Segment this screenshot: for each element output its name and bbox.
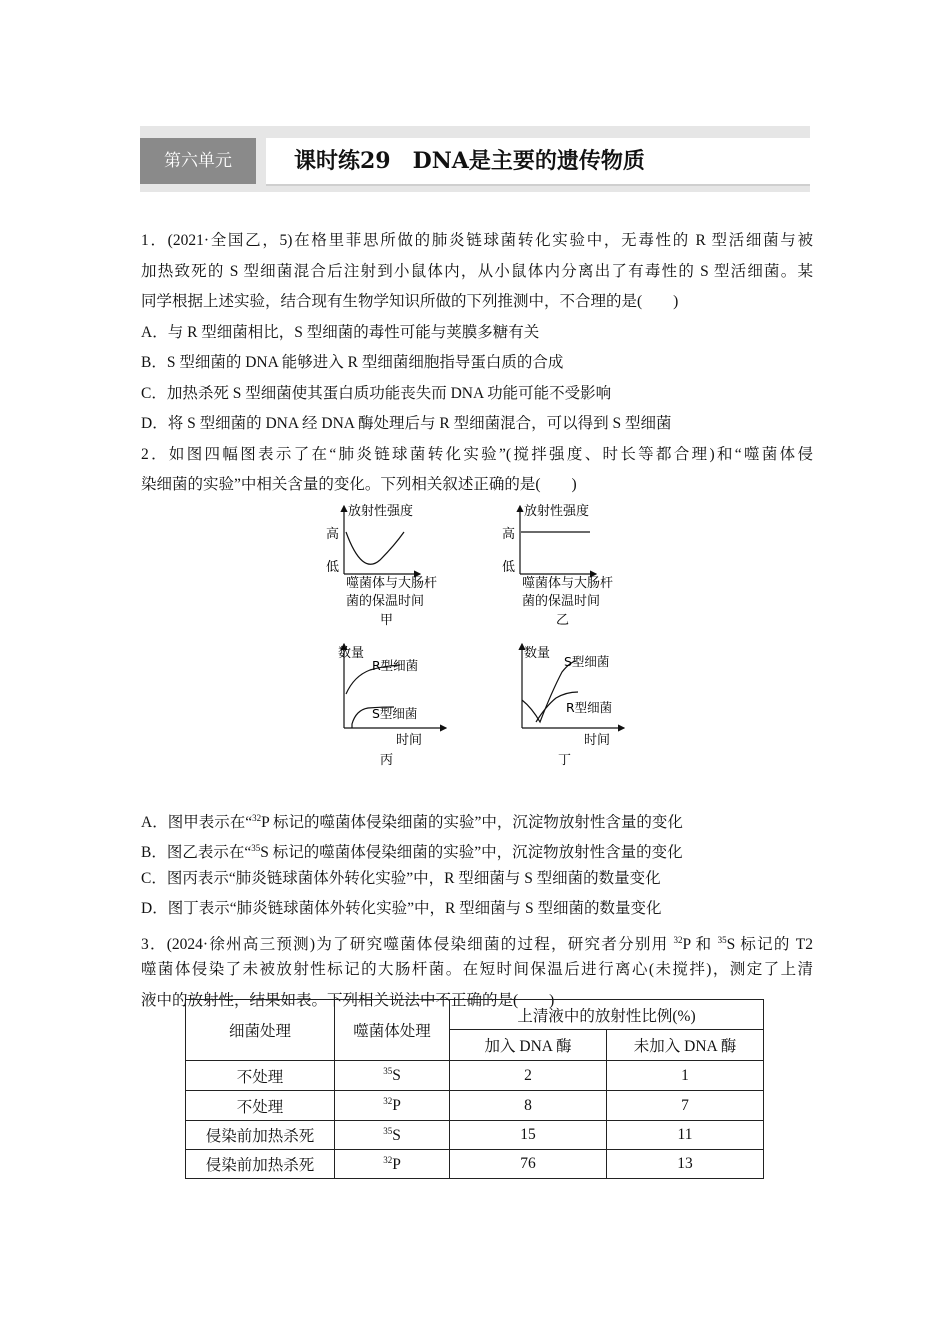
cell-phage: $^{32}$P xyxy=(335,1150,450,1179)
high-label: 高 xyxy=(326,527,340,542)
table-row xyxy=(186,1150,764,1179)
cell-with-dnase: 2 xyxy=(450,1061,607,1091)
cell-without-dnase: 11 xyxy=(607,1121,764,1150)
figure-yi xyxy=(502,503,613,628)
header-bacteria-treatment: 细菌处理 xyxy=(186,1000,335,1061)
x-axis-label-line1: 噬菌体与大肠杆 xyxy=(522,576,614,591)
table-row xyxy=(186,1061,764,1091)
figure-name: 丁 xyxy=(558,753,572,768)
title-box xyxy=(266,138,810,186)
table-row xyxy=(186,1091,764,1121)
cell-without-dnase: 7 xyxy=(607,1091,764,1121)
q3-line: 液中的放射性，结果如表。下列相关说法中不正确的是( ) xyxy=(141,991,555,1009)
q1-line: 同学根据上述实验，结合现有生物学知识所做的下列推测中，不合理的是( ) xyxy=(141,293,679,310)
q2-line: 染细菌的实验”中相关含量的变化。下列相关叙述正确的是( ) xyxy=(141,476,577,493)
q1-line: 1．(2021·全国乙，5)在格里菲思所做的肺炎链球菌转化实验中，无毒性的 R 型活细菌与被 xyxy=(141,232,813,249)
lesson-header xyxy=(140,126,810,192)
figure-name: 丙 xyxy=(380,753,394,768)
header-without-dnase: 未加入 DNA 酶 xyxy=(607,1030,764,1061)
x-axis-label: 时间 xyxy=(396,733,423,748)
y-axis-label: 放射性强度 xyxy=(524,504,590,519)
x-axis-label: 时间 xyxy=(584,733,611,748)
q2-option-c: C．图丙表示“肺炎链球菌体外转化实验”中，R 型细菌与 S 型细菌的数量变化 xyxy=(141,869,661,887)
figure-jia xyxy=(326,503,437,628)
q3-line: 噬菌体侵染了未被放射性标记的大肠杆菌。在短时间保温后进行离心(未搅拌)，测定了上清 xyxy=(141,961,813,978)
q1-option-d: D．将 S 型细菌的 DNA 经 DNA 酶处理后与 R 型细菌混合，可以得到 S 型细菌 xyxy=(141,415,672,432)
q2-line: 2．如图四幅图表示了在“肺炎链球菌转化实验”(搅拌强度、时长等都合理)和“噬菌体侵 xyxy=(141,445,813,463)
y-axis-label: 放射性强度 xyxy=(348,504,414,519)
cell-phage: $^{32}$P xyxy=(335,1091,450,1121)
q1-option-b: B．S 型细菌的 DNA 能够进入 R 型细菌细胞指导蛋白质的合成 xyxy=(141,354,564,371)
q1-line: 加热致死的 S 型细菌混合后注射到小鼠体内，从小鼠体内分离出了有毒性的 S 型活细菌。某 xyxy=(141,262,813,280)
q1-option-c: C．加热杀死 S 型细菌使其蛋白质功能丧失而 DNA 功能可能不受影响 xyxy=(141,384,612,402)
curve-label-r: R型细菌 xyxy=(566,700,613,715)
curve-label-s: S型细菌 xyxy=(564,654,610,669)
x-axis-label-line1: 噬菌体与大肠杆 xyxy=(346,576,438,591)
figure-bing xyxy=(338,644,446,768)
cell-with-dnase: 15 xyxy=(450,1121,607,1150)
cell-phage: $^{35}$S xyxy=(335,1061,450,1091)
cell-phage: $^{35}$S xyxy=(335,1121,450,1150)
y-axis-label: 数量 xyxy=(524,646,551,661)
figure-name: 乙 xyxy=(556,613,570,628)
unit-tab: 第六单元 xyxy=(140,138,256,184)
results-table xyxy=(185,999,764,1179)
low-label: 低 xyxy=(326,560,340,575)
cell-without-dnase: 1 xyxy=(607,1061,764,1091)
cell-with-dnase: 76 xyxy=(450,1150,607,1179)
header-with-dnase: 加入 DNA 酶 xyxy=(450,1030,607,1061)
cell-without-dnase: 13 xyxy=(607,1150,764,1179)
question-2-figures xyxy=(300,496,660,776)
table-row xyxy=(186,1121,764,1150)
q2-option-d: D．图丁表示“肺炎链球菌体外转化实验”中，R 型细菌与 S 型细菌的数量变化 xyxy=(141,900,662,917)
x-axis-label-line2: 菌的保温时间 xyxy=(346,594,425,609)
figure-ding xyxy=(522,644,624,768)
q2-option-a: A．图甲表示在“$^{32}$P 标记的噬菌体侵染细菌的实验”中，沉淀物放射性含量的变化 xyxy=(141,812,683,831)
cell-bacteria: 不处理 xyxy=(186,1061,335,1091)
x-axis-label-line2: 菌的保温时间 xyxy=(522,594,601,609)
radioactivity-curve xyxy=(346,532,404,564)
figure-name: 甲 xyxy=(380,613,394,628)
cell-bacteria: 不处理 xyxy=(186,1091,335,1121)
page-title: 课时练29 DNA是主要的遗传物质 xyxy=(294,148,645,174)
curve-label-s: S型细菌 xyxy=(372,706,418,721)
cell-bacteria: 侵染前加热杀死 xyxy=(186,1121,335,1150)
q2-option-b: B．图乙表示在“$^{35}$S 标记的噬菌体侵染细菌的实验”中，沉淀物放射性含量的变化 xyxy=(141,843,683,861)
figures-svg xyxy=(300,496,660,776)
q1-option-a: A．与 R 型细菌相比，S 型细菌的毒性可能与荚膜多糖有关 xyxy=(141,323,540,341)
header-phage-treatment: 噬菌体处理 xyxy=(335,1000,450,1061)
header-supernatant-ratio: 上清液中的放射性比例(%) xyxy=(450,1000,764,1030)
q3-line: 3．(2024·徐州高三预测)为了研究噬菌体侵染细菌的过程，研究者分别用 $^{32}$P 和 $^{35}$S 标记的 T2 xyxy=(141,934,813,953)
cell-with-dnase: 8 xyxy=(450,1091,607,1121)
low-label: 低 xyxy=(502,560,516,575)
cell-bacteria: 侵染前加热杀死 xyxy=(186,1150,335,1179)
curve-label-r: R型细菌 xyxy=(372,658,419,673)
high-label: 高 xyxy=(502,527,516,542)
y-axis-label: 数量 xyxy=(338,646,365,661)
